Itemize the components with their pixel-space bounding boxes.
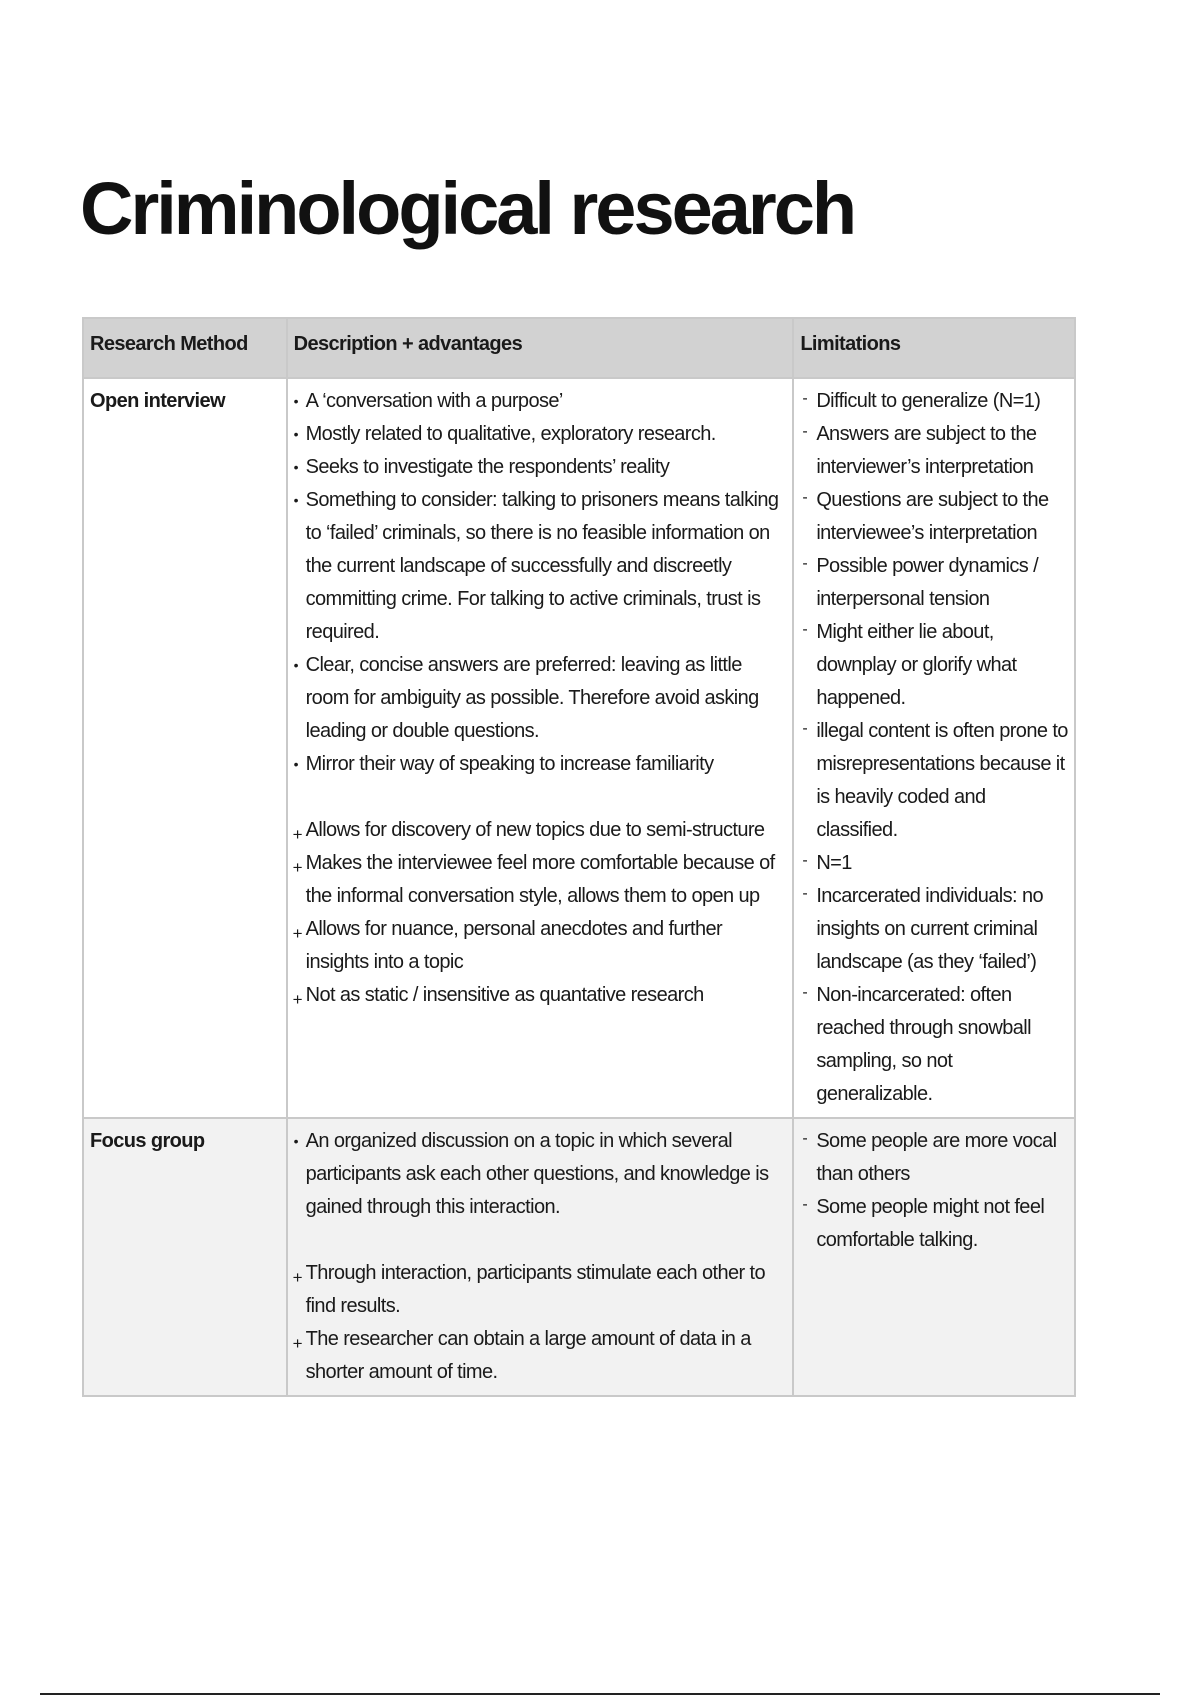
- list-item: + The researcher can obtain a large amount of data in a shorter amount of time.: [294, 1323, 787, 1389]
- header-limitations: Limitations: [793, 318, 1075, 378]
- list-item: + Not as static / insensitive as quantative research: [294, 979, 787, 1012]
- table-header-row: [83, 318, 1075, 378]
- table-row-focus-group: [83, 1118, 1075, 1396]
- limitations-cell: [793, 1118, 1075, 1396]
- list-item: • Something to consider: talking to prisoners means talking to ‘failed’ criminals, so there is no feasible information on the current landscape of successfully and discreetly committing crime. For talking to active criminals, trust is required.: [294, 484, 787, 649]
- description-list: [294, 1125, 787, 1224]
- limitations-cell: [793, 378, 1075, 1118]
- table-row-open-interview: [83, 378, 1075, 1118]
- list-item: - Possible power dynamics / interpersonal tension: [800, 550, 1068, 616]
- list-item: + Allows for nuance, personal anecdotes and further insights into a topic: [294, 913, 787, 979]
- advantages-list: [294, 814, 787, 1012]
- header-description-advantages: Description + advantages: [287, 318, 794, 378]
- list-item: + Through interaction, participants stimulate each other to find results.: [294, 1257, 787, 1323]
- description-list: [294, 385, 787, 781]
- list-item: - illegal content is often prone to misrepresentations because it is heavily coded and classified.: [800, 715, 1068, 847]
- list-item: + Allows for discovery of new topics due to semi-structure: [294, 814, 787, 847]
- limitations-list: [800, 1125, 1068, 1257]
- list-item: - Questions are subject to the interviewee’s interpretation: [800, 484, 1068, 550]
- method-cell: Focus group: [83, 1118, 287, 1396]
- limitations-list: [800, 385, 1068, 1111]
- list-item: • Mostly related to qualitative, exploratory research.: [294, 418, 787, 451]
- list-item: • An organized discussion on a topic in which several participants ask each other questions, and knowledge is gained through this interaction.: [294, 1125, 787, 1224]
- list-item: - Difficult to generalize (N=1): [800, 385, 1068, 418]
- list-item: - Answers are subject to the interviewer’s interpretation: [800, 418, 1068, 484]
- header-research-method: Research Method: [83, 318, 287, 378]
- research-methods-table: [82, 317, 1076, 1397]
- list-item: • Seeks to investigate the respondents’ reality: [294, 451, 787, 484]
- list-item: • A ‘conversation with a purpose’: [294, 385, 787, 418]
- list-item: - Non-incarcerated: often reached through snowball sampling, so not generalizable.: [800, 979, 1068, 1111]
- method-cell: Open interview: [83, 378, 287, 1118]
- bottom-divider: [40, 1693, 1160, 1695]
- list-item: + Makes the interviewee feel more comfortable because of the informal conversation style, allows them to open up: [294, 847, 787, 913]
- list-item: - Some people are more vocal than others: [800, 1125, 1068, 1191]
- list-item: - Might either lie about, downplay or glorify what happened.: [800, 616, 1068, 715]
- list-item: • Mirror their way of speaking to increase familiarity: [294, 748, 787, 781]
- list-item: - Some people might not feel comfortable talking.: [800, 1191, 1068, 1257]
- description-cell: [287, 378, 794, 1118]
- list-item: - Incarcerated individuals: no insights on current criminal landscape (as they ‘failed’): [800, 880, 1068, 979]
- list-item: - N=1: [800, 847, 1068, 880]
- list-item: • Clear, concise answers are preferred: leaving as little room for ambiguity as possible. Therefore avoid asking leading or double questions.: [294, 649, 787, 748]
- advantages-list: [294, 1257, 787, 1389]
- page-title: Criminological research: [80, 167, 855, 250]
- description-cell: [287, 1118, 794, 1396]
